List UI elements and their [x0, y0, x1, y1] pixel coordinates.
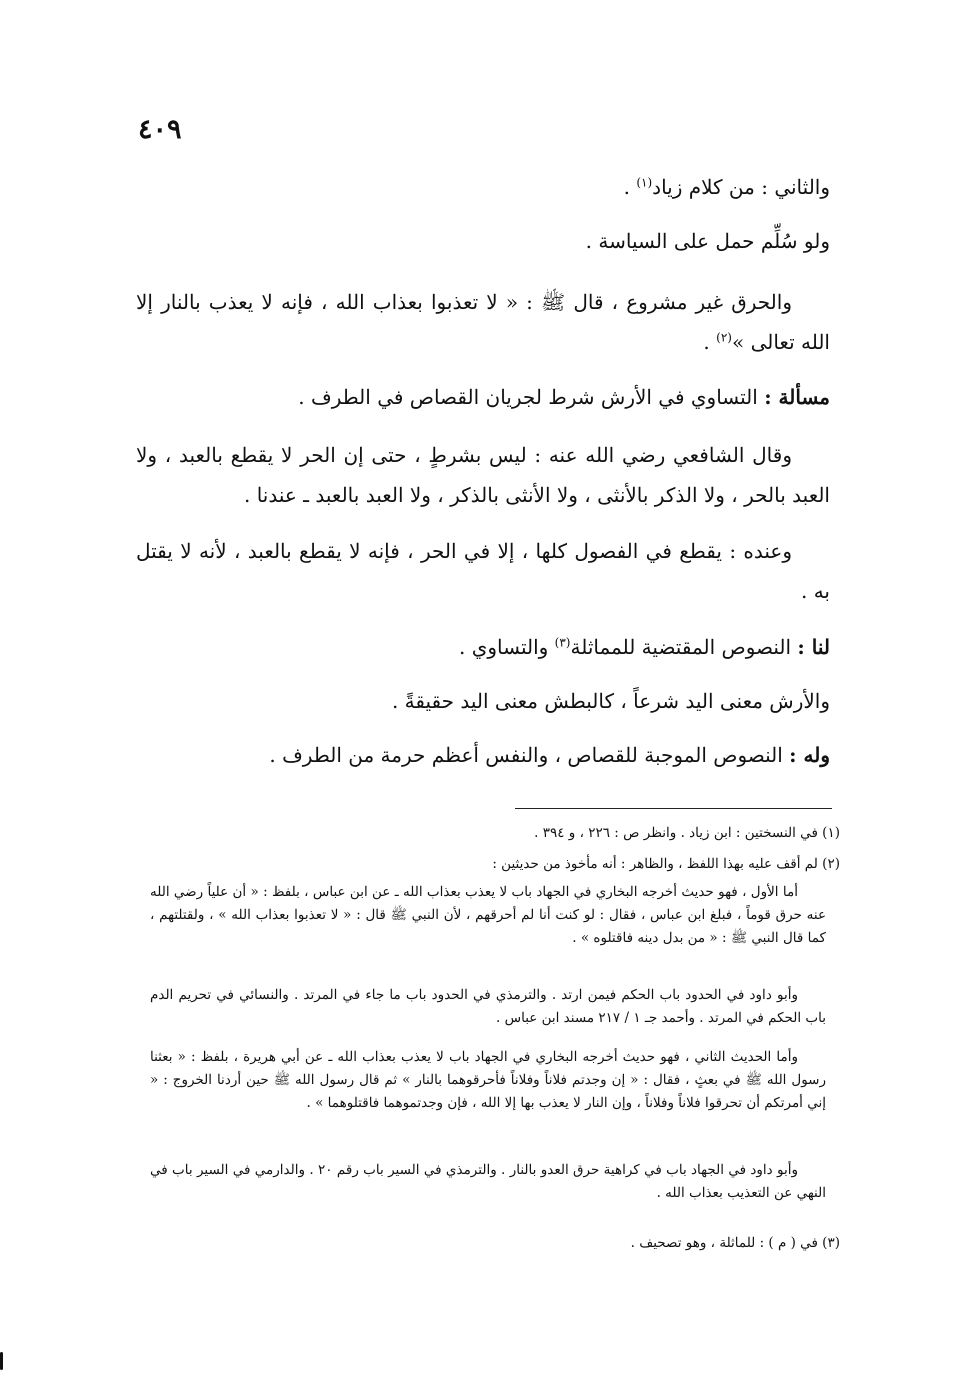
paragraph-3-text: والحرق غير مشروع ، قال ﷺ : « لا تعذبوا بعذاب الله ، فإنه لا يعذب بالنار إلا الله تعالى »: [136, 290, 830, 354]
paragraph-7: [216, 627, 830, 667]
footnote-ref-3[interactable]: (٣): [554, 635, 571, 650]
paragraph-1: [216, 167, 830, 207]
paragraph-9-text: النصوص الموجبة للقصاص ، والنفس أعظم حرمة من الطرف .: [269, 743, 790, 767]
paragraph-5: [136, 435, 830, 515]
footnote-2-first-sources: وأبو داود في الحدود باب الحكم فيمن ارتد . والترمذي في الحدود باب ما جاء في المرتد . والنسائي في تحريم الدم باب الحكم في المرتد . وأحمد جـ ١ / ٢١٧ مسند ابن عباس .: [150, 987, 826, 1026]
footnote-1: (١) في النسختين : ابن زياد . وانظر ص : ٢٢٦ ، و ٣٩٤ .: [534, 825, 840, 841]
argument-label-his: وله :: [789, 743, 830, 767]
paragraph-8: [216, 681, 830, 721]
footnote-2-first-hadith: أما الأول ، فهو حديث أخرجه البخاري في الجهاد باب لا يعذب بعذاب الله ـ عن ابن عباس ، بلفظ : « أن علياً رضي الله عنه حرق قوماً ، فبلغ ابن عباس ، فقال : لو كنت أنا لم أحرقهم ، لأن النبي ﷺ قال : « لا تعذبوا بعذاب الله » ، ولقتلتهم ، كما قال النبي ﷺ : « من بدل دينه فاقتلوه » .: [150, 884, 826, 946]
paragraph-1-text: والثاني : من كلام زياد: [652, 175, 830, 199]
footnote-ref-2[interactable]: (٢): [716, 330, 732, 345]
paragraph-4-text: التساوي في الأرش شرط لجريان القصاص في الطرف .: [298, 385, 765, 409]
paragraph-6: [136, 531, 830, 611]
paragraph-8-text: والأرش معنى اليد شرعاً ، كالبطش معنى اليد حقيقةً .: [391, 689, 830, 713]
page-number: ٤٠٩: [138, 114, 182, 145]
paragraph-7-end: والتساوي .: [458, 635, 555, 659]
issue-label: مسألة :: [764, 385, 830, 409]
paragraph-7-text: النصوص المقتضية للمماثلة: [570, 635, 798, 659]
paragraph-6-text: وعنده : يقطع في الفصول كلها ، إلا في الحر ، فإنه لا يقطع بالعبد ، لأنه لا يقتل به .: [136, 539, 830, 603]
paragraph-2: [216, 221, 830, 261]
paragraph-3: [136, 282, 830, 362]
footnote-ref-1[interactable]: (١): [636, 175, 653, 190]
paragraph-1-end: .: [623, 175, 637, 199]
footnote-3: (٣) في ( م ) : للماثلة ، وهو تصحيف .: [630, 1235, 840, 1251]
footnote-2-second-hadith: وأما الحديث الثاني ، فهو حديث أخرجه البخاري في الجهاد باب لا يعذب بعذاب الله ـ عن أبي هريرة ، بلفظ : « بعثنا رسول الله ﷺ في بعثٍ ، فقال : « إن وجدتم فلاناً وفلاناً فأحرقوهما بالنار » ثم قال رسول الله ﷺ حين أردنا الخروج : « إني أمرتكم أن تحرقوا فلاناً وفلاناً ، وإن النار لا يعذب بها إلا الله ، فإن وجدتموهما فاقتلوهما » .: [150, 1049, 826, 1111]
argument-label-ours: لنا :: [797, 635, 830, 659]
paragraph-4: [216, 377, 830, 417]
paragraph-9: [216, 735, 830, 775]
paragraph-3-end: .: [703, 330, 717, 354]
footnote-2: (٢) لم أقف عليه بهذا اللفظ ، والظاهر : أنه مأخوذ من حديثين :: [492, 856, 840, 872]
paragraph-2-text: ولو سُلِّم حمل على السياسة .: [585, 229, 830, 253]
scan-edge-mark: [0, 1352, 3, 1370]
footnote-separator: [515, 808, 832, 809]
paragraph-5-text: وقال الشافعي رضي الله عنه : ليس بشرطٍ ، حتى إن الحر لا يقطع بالعبد ، ولا العبد بالحر ، ولا الذكر بالأنثى ، ولا الأنثى بالذكر ، ولا العبد بالعبد ـ عندنا .: [136, 443, 830, 507]
footnote-2-second-sources: وأبو داود في الجهاد باب في كراهية حرق العدو بالنار . والترمذي في السير باب رقم ٢٠ . والدارمي في السير باب في النهي عن التعذيب بعذاب الله .: [150, 1162, 826, 1201]
